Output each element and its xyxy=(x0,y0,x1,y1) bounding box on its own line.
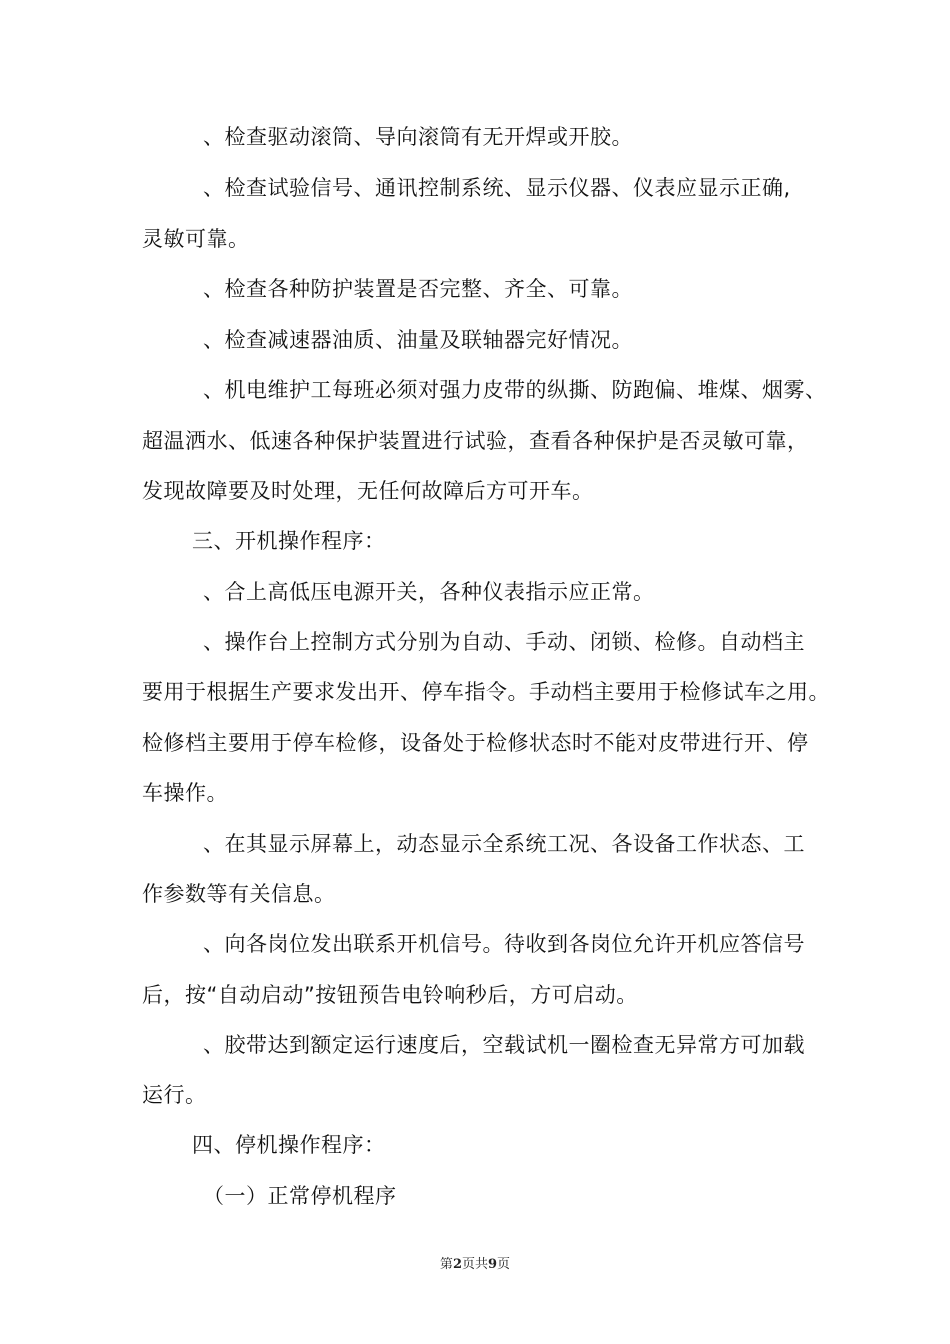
text-line: 、机电维护工每班必须对强力皮带的纵撕、防跑偏、堆煤、烟雾、 xyxy=(203,378,827,402)
footer-middle: 页共 xyxy=(461,1257,488,1272)
text-line: 、合上高低压电源开关，各种仪表指示应正常。 xyxy=(203,580,655,604)
subsection-heading: （一）正常停机程序 xyxy=(203,1184,397,1208)
footer-prefix: 第 xyxy=(439,1257,453,1272)
text-line: 运行。 xyxy=(142,1083,207,1107)
text-line: 、检查减速器油质、油量及联轴器完好情况。 xyxy=(203,328,633,352)
text-line: 、在其显示屏幕上，动态显示全系统工况、各设备工作状态、工 xyxy=(203,832,805,856)
text-line: 要用于根据生产要求发出开、停车指令。手动档主要用于检修试车之用。 xyxy=(142,680,830,704)
text-line: 、检查各种防护装置是否完整、齐全、可靠。 xyxy=(203,277,633,301)
text-line: 、胶带达到额定运行速度后，空载试机一圈检查无异常方可加载 xyxy=(203,1033,805,1057)
footer-current-page: 2 xyxy=(452,1257,462,1272)
text-line: 超温洒水、低速各种保护装置进行试验，查看各种保护是否灵敏可靠， xyxy=(142,429,809,453)
footer-suffix: 页 xyxy=(497,1257,511,1272)
text-line: 检修档主要用于停车检修，设备处于检修状态时不能对皮带进行开、停 xyxy=(142,731,809,755)
section-heading: 四、停机操作程序： xyxy=(192,1133,386,1157)
footer-total-pages: 9 xyxy=(488,1257,498,1272)
text-line: 、检查试验信号、通讯控制系统、显示仪器、仪表应显示正确, xyxy=(203,176,791,200)
text-line: 、操作台上控制方式分别为自动、手动、闭锁、检修。自动档主 xyxy=(203,630,805,654)
text-line: 灵敏可靠。 xyxy=(142,227,250,251)
text-line: 发现故障要及时处理，无任何故障后方可开车。 xyxy=(142,479,594,503)
text-line: 、向各岗位发出联系开机信号。待收到各岗位允许开机应答信号 xyxy=(203,932,805,956)
text-line: 作参数等有关信息。 xyxy=(142,882,336,906)
page-footer xyxy=(0,1256,950,1274)
text-line: 车操作。 xyxy=(142,781,228,805)
text-line: 后，按“自动启动”按钮预告电铃响秒后，方可启动。 xyxy=(142,983,638,1007)
section-heading: 三、开机操作程序： xyxy=(192,529,386,553)
text-line: 、检查驱动滚筒、导向滚筒有无开焊或开胶。 xyxy=(203,125,633,149)
